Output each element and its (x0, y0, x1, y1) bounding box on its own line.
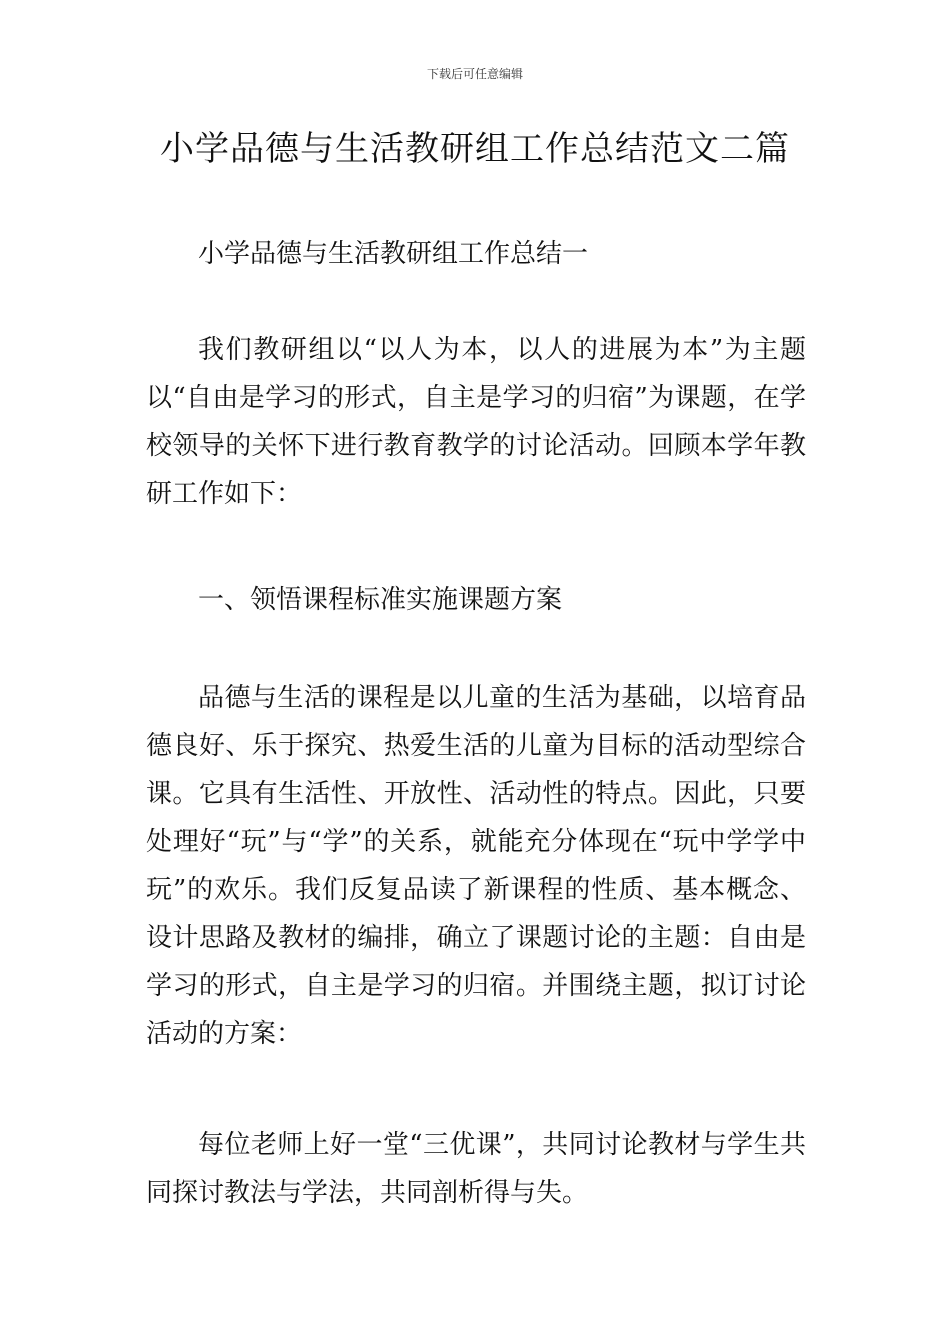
section-subtitle: 小学品德与生活教研组工作总结一 (198, 239, 589, 269)
body-paragraph-1: 品德与生活的课程是以儿童的生活为基础，以培育品德良好、乐于探究、热爱生活的儿童为目标的活动型综合课。它具有生活性、开放性、活动性的特点。因此，只要处理好“玩”与“学”的关系，就能充分体现在“玩中学学中玩”的欢乐。我们反复品读了新课程的性质、基本概念、设计思路及教材的编排，确立了课题讨论的主题：自由是学习的形式，自主是学习的归宿。并围绕主题，拟订讨论活动的方案： (146, 683, 806, 1049)
section-heading-1: 一、领悟课程标准实施课题方案 (198, 585, 563, 615)
intro-paragraph: 我们教研组以“以人为本，以人的进展为本”为主题以“自由是学习的形式，自主是学习的归宿”为课题，在学校领导的关怀下进行教育教学的讨论活动。回顾本学年教研工作如下： (146, 335, 806, 509)
header-note: 下载后可任意编辑 (426, 67, 523, 81)
document-title: 小学品德与生活教研组工作总结范文二篇 (160, 129, 790, 169)
body-paragraph-2: 每位老师上好一堂“三优课”，共同讨论教材与学生共同探讨教法与学法，共同剖析得与失。 (146, 1130, 806, 1208)
